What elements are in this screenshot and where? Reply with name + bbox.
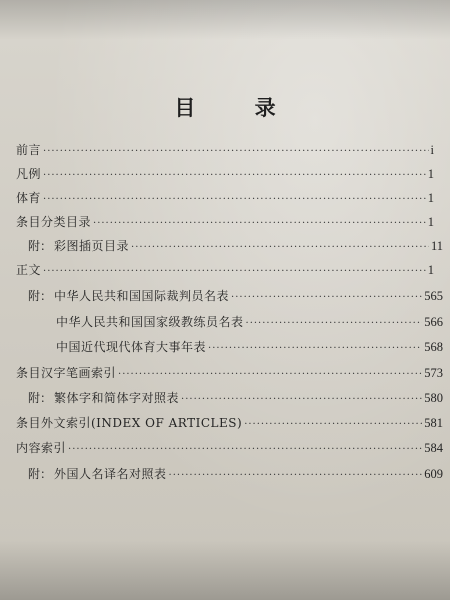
toc-entry-foreign-index — [16, 413, 443, 433]
toc-entry-character-table — [28, 388, 443, 408]
toc-entry-label: 中华人民共和国国家级教练员名表 — [56, 315, 244, 329]
toc-entry-label: 中国近代现代体育大事年表 — [56, 340, 207, 354]
toc-entry-conventions — [16, 164, 434, 184]
toc-entry-page: 568 — [424, 340, 443, 354]
toc-leader-dots — [231, 288, 422, 308]
toc-entry-label: 条目汉字笔画索引 — [16, 366, 117, 380]
toc-leader-dots — [244, 415, 422, 435]
toc-entry-label: 外国人名译名对照表 — [54, 467, 167, 481]
toc-entry-name-translation — [28, 464, 443, 484]
toc-leader-dots — [93, 214, 426, 234]
toc-leader-dots — [246, 314, 423, 334]
toc-entry-preface — [16, 140, 434, 160]
toc-entry-label: 彩图插页目录 — [54, 239, 130, 253]
toc-entry-main-text — [16, 260, 434, 280]
toc-leader-dots — [43, 142, 429, 162]
toc-entry-page: 581 — [424, 416, 443, 430]
toc-entry-page: 566 — [424, 315, 443, 329]
toc-entry-sports — [16, 188, 434, 208]
toc-title: 目 录 — [174, 95, 302, 120]
toc-entry-page: 573 — [424, 366, 443, 380]
toc-entry-label: 前言 — [16, 143, 42, 157]
toc-entry-prefix: 附： — [28, 391, 53, 405]
toc-leader-dots — [131, 238, 429, 258]
toc-entry-label: 繁体字和简体字对照表 — [54, 391, 180, 405]
toc-entry-page: 1 — [427, 167, 434, 181]
page-bottom-shadow — [0, 540, 450, 600]
toc-leader-dots — [43, 166, 426, 186]
toc-leader-dots — [169, 466, 423, 486]
toc-entry-label: 凡例 — [16, 167, 42, 181]
toc-entry-chronology — [56, 337, 443, 357]
toc-entry-prefix: 附： — [28, 289, 53, 303]
toc-entry-intl-referees — [28, 286, 443, 306]
toc-leader-dots — [43, 190, 426, 210]
toc-entry-label: 条目分类目录 — [16, 215, 92, 229]
toc-leader-dots — [68, 440, 422, 460]
toc-leader-dots — [118, 365, 422, 385]
toc-entry-page: 580 — [424, 391, 443, 405]
toc-entry-prefix: 附： — [28, 467, 53, 481]
toc-entry-page: 11 — [430, 239, 443, 253]
toc-leader-dots — [181, 390, 422, 410]
toc-entry-page: 1 — [427, 215, 434, 229]
toc-entry-label: 正文 — [16, 263, 42, 277]
toc-entry-page: 609 — [424, 467, 443, 481]
toc-entry-content-index — [16, 438, 443, 458]
toc-entry-page: 1 — [427, 191, 434, 205]
toc-entry-stroke-index — [16, 363, 443, 383]
toc-entry-category-index — [16, 212, 434, 232]
toc-entry-national-coaches — [56, 312, 443, 332]
toc-entry-page: 565 — [424, 289, 443, 303]
toc-entry-page: i — [430, 143, 434, 157]
toc-leader-dots — [43, 262, 426, 282]
toc-entry-label: 中华人民共和国国际裁判员名表 — [54, 289, 230, 303]
toc-entry-prefix: 附： — [28, 239, 53, 253]
toc-entry-page: 584 — [424, 441, 443, 455]
toc-entry-label: 内容索引 — [16, 441, 67, 455]
toc-entry-label: 条目外文索引(INDEX OF ARTICLES) — [16, 416, 243, 430]
toc-entry-label: 体育 — [16, 191, 42, 205]
toc-entry-page: 1 — [427, 263, 434, 277]
toc-leader-dots — [208, 339, 422, 359]
toc-entry-color-plates — [28, 236, 443, 256]
